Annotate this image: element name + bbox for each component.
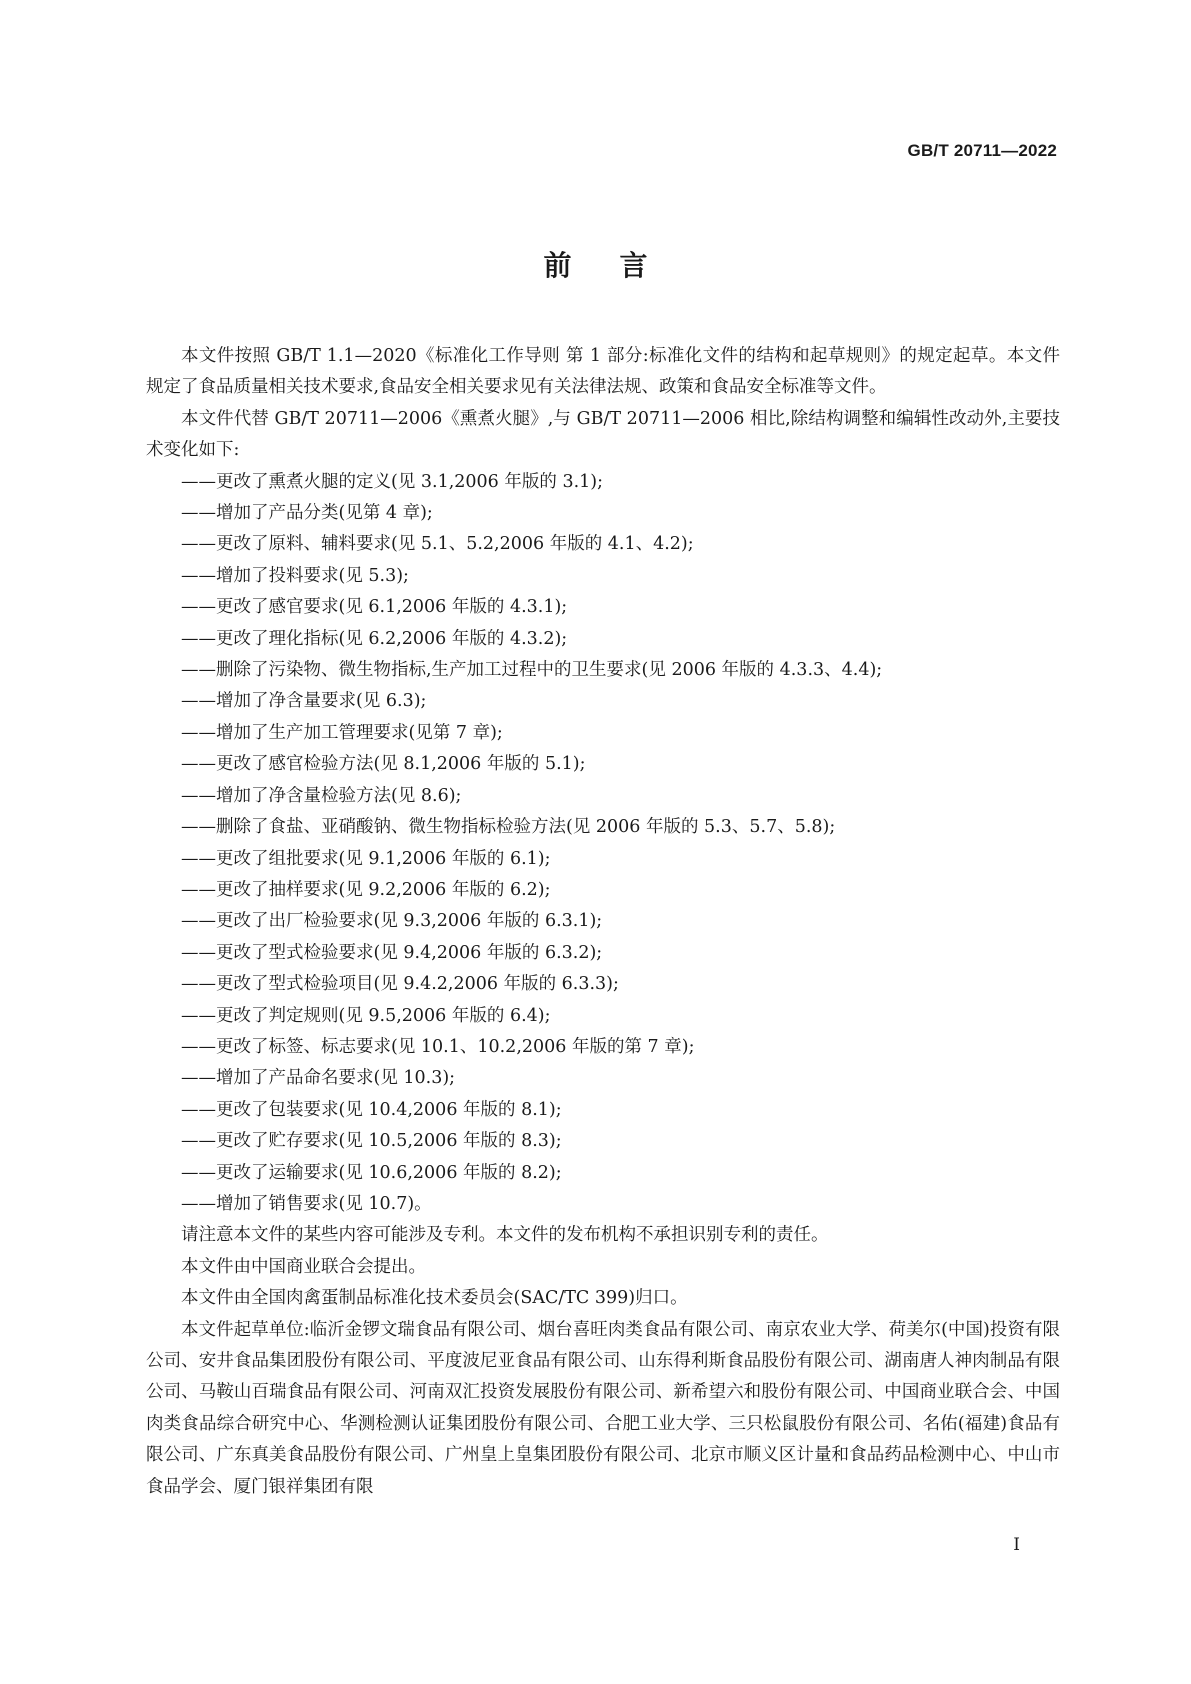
list-item: ——增加了净含量要求(见 6.3); (181, 691, 427, 712)
list-item: ——增加了产品分类(见第 4 章); (181, 503, 433, 524)
list-item: ——删除了食盐、亚硝酸钠、微生物指标检验方法(见 2006 年版的 5.3、5.7、5.8); (181, 817, 836, 838)
list-item: ——更改了组批要求(见 9.1,2006 年版的 6.1); (181, 848, 551, 869)
list-item: ——更改了感官要求(见 6.1,2006 年版的 4.3.1); (181, 597, 568, 618)
list-item: ——删除了污染物、微生物指标,生产加工过程中的卫生要求(见 2006 年版的 4.3.3、4.4); (181, 660, 883, 681)
list-item: ——增加了生产加工管理要求(见第 7 章); (181, 722, 503, 743)
list-item: ——更改了型式检验项目(见 9.4.2,2006 年版的 6.3.3); (181, 974, 619, 995)
list-item: ——更改了出厂检验要求(见 9.3,2006 年版的 6.3.1); (181, 911, 603, 932)
list-item: ——更改了判定规则(见 9.5,2006 年版的 6.4); (181, 1005, 551, 1026)
list-item: ——增加了净含量检验方法(见 8.6); (181, 785, 462, 806)
list-item: ——更改了熏煮火腿的定义(见 3.1,2006 年版的 3.1); (181, 471, 603, 492)
list-item: ——增加了产品命名要求(见 10.3); (181, 1068, 456, 1089)
page-title: 前言 (543, 249, 696, 282)
paragraph-drafting-basis: 本文件按照 GB/T 1.1—2020《标准化工作导则 第 1 部分:标准化文件的结构和起草规则》的规定起草。本文件规定了食品质量相关技术要求,食品安全相关要求见有关法律法规、政策和食品安全标准等文件。 (146, 346, 1060, 398)
list-item: ——更改了理化指标(见 6.2,2006 年版的 4.3.2); (181, 628, 568, 649)
page-number: I (1013, 1535, 1020, 1555)
list-item: ——增加了销售要求(见 10.7)。 (181, 1193, 432, 1214)
list-item: ——更改了原料、辅料要求(见 5.1、5.2,2006 年版的 4.1、4.2); (181, 534, 694, 555)
list-item: ——更改了包装要求(见 10.4,2006 年版的 8.1); (181, 1099, 562, 1120)
document-body (146, 341, 1060, 1503)
list-item: ——更改了运输要求(见 10.6,2006 年版的 8.2); (181, 1162, 562, 1183)
list-item: ——更改了抽样要求(见 9.2,2006 年版的 6.2); (181, 879, 551, 900)
list-item: ——更改了贮存要求(见 10.5,2006 年版的 8.3); (181, 1131, 562, 1152)
list-item: ——更改了型式检验要求(见 9.4,2006 年版的 6.3.2); (181, 942, 603, 963)
list-item: ——增加了投料要求(见 5.3); (181, 565, 409, 586)
paragraph-drafting-units: 本文件起草单位:临沂金锣文瑞食品有限公司、烟台喜旺肉类食品有限公司、南京农业大学、荷美尔(中国)投资有限公司、安井食品集团股份有限公司、平度波尼亚食品有限公司、山东得利斯食品股份有限公司、湖南唐人神肉制品有限公司、马鞍山百瑞食品有限公司、河南双汇投资发展股份有限公司、新希望六和股份有限公司、中国商业联合会、中国肉类食品综合研究中心、华测检测认证集团股份有限公司、合肥工业大学、三只松鼠股份有限公司、名佑(福建)食品有限公司、广东真美食品股份有限公司、广州皇上皇集团股份有限公司、北京市顺义区计量和食品药品检测中心、中山市食品学会、厦门银祥集团有限 (146, 1319, 1060, 1497)
list-item: ——更改了感官检验方法(见 8.1,2006 年版的 5.1); (181, 754, 586, 775)
paragraph-proposer: 本文件由中国商业联合会提出。 (181, 1256, 426, 1277)
paragraph-replacement: 本文件代替 GB/T 20711—2006《熏煮火腿》,与 GB/T 20711—2006 相比,除结构调整和编辑性改动外,主要技术变化如下: (146, 408, 1060, 461)
paragraph-technical-committee: 本文件由全国肉禽蛋制品标准化技术委员会(SAC/TC 399)归口。 (181, 1288, 688, 1309)
standard-number: GB/T 20711—2022 (907, 141, 1057, 160)
technical-changes-list (146, 467, 1060, 1221)
paragraph-patent-notice: 请注意本文件的某些内容可能涉及专利。本文件的发布机构不承担识别专利的责任。 (181, 1225, 829, 1246)
list-item: ——更改了标签、标志要求(见 10.1、10.2,2006 年版的第 7 章); (181, 1036, 695, 1057)
